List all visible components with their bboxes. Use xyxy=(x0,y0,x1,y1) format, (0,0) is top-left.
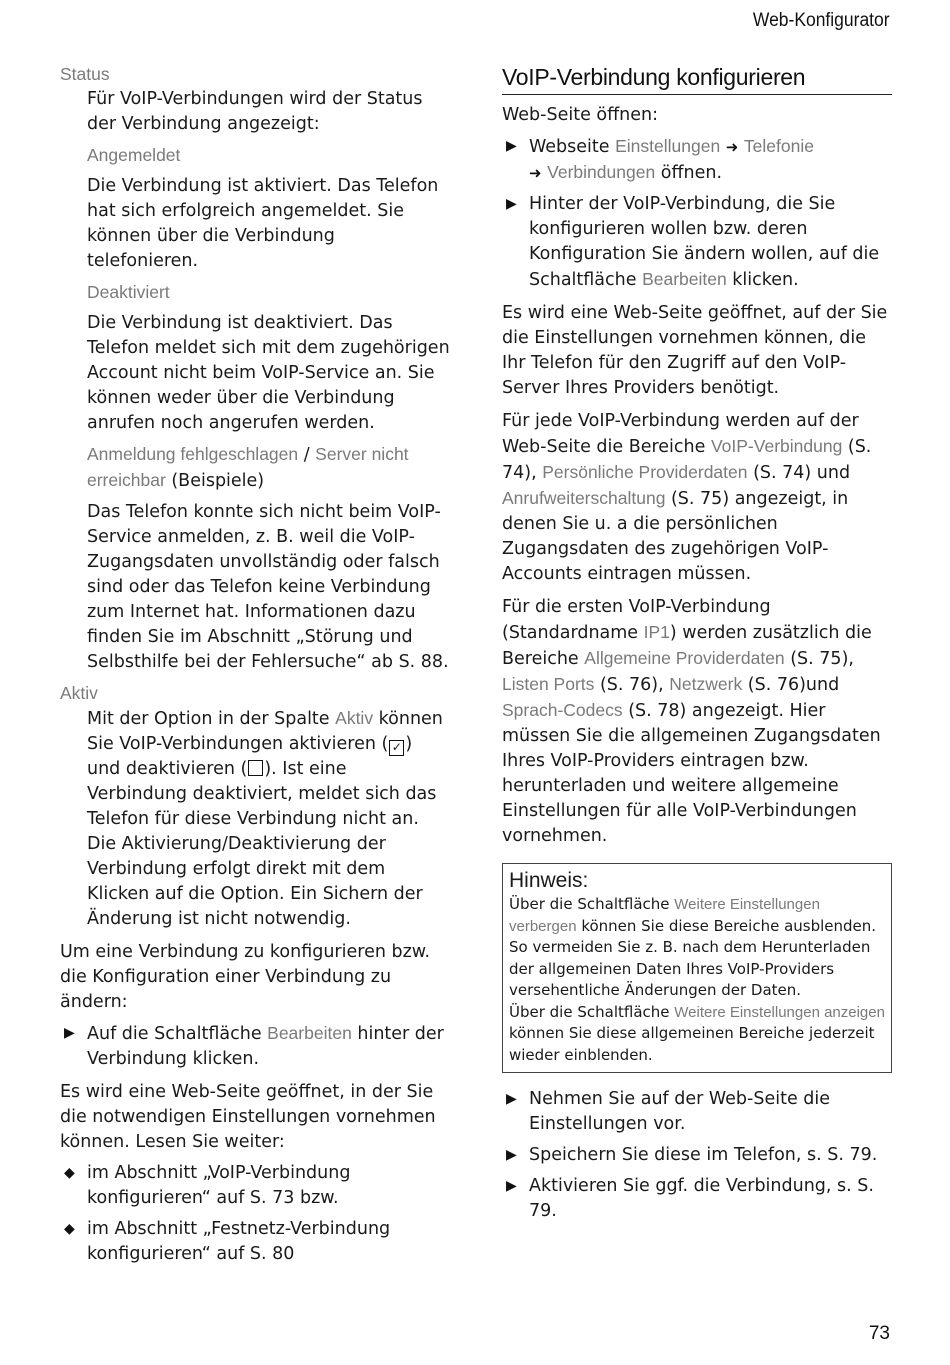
aktiv-text-4: ). Ist eine Verbindung deaktiviert, meldet sich das Telefon für diese Verbindung nicht an. Die Aktivierung/Deaktivierung der Verbindung erfolgt direkt mit dem Klicken auf die Option. Ein Sichern der Änderung ist nicht notwendig. xyxy=(87,759,437,929)
p2-gui-provider: Persönliche Providerdaten xyxy=(542,462,748,482)
s1-text-b: öffnen. xyxy=(655,163,723,183)
deaktiviert-desc: Die Verbindung ist deaktiviert. Das Telefon meldet sich mit dem zugehörigen Account nicht beim VoIP-Service an. Sie können weder über die Verbindung anrufen noch angerufen werden. xyxy=(87,313,450,433)
p3-gui-allg: Allgemeine Providerdaten xyxy=(584,648,785,668)
fehl-suffix: (Beispiele) xyxy=(165,471,265,491)
triangle-bullet-icon: ▶ xyxy=(506,1147,517,1163)
unchecked-box-icon xyxy=(248,760,263,776)
page-number: 73 xyxy=(868,1323,890,1344)
open-label: Web-Seite öffnen: xyxy=(502,105,659,125)
p3-d: (S. 76), xyxy=(594,675,670,695)
paragraph-ip1 xyxy=(502,595,892,849)
p3-b: ) werden zusätzlich die Bereiche xyxy=(502,623,872,669)
b1-text: Nehmen Sie auf der Web-Seite die Einstellungen vor. xyxy=(529,1089,831,1134)
p3-e: (S. 76)und xyxy=(742,675,840,695)
p3-gui-ports: Listen Ports xyxy=(502,674,595,694)
p2-gui-voip: VoIP-Verbindung xyxy=(710,436,843,456)
step-bearbeiten-right xyxy=(502,192,892,293)
section-heading: VoIP-Verbindung konfigurieren xyxy=(502,62,892,95)
s2-gui: Bearbeiten xyxy=(642,269,727,289)
right-column xyxy=(502,62,892,1224)
arrow-right-icon: ➜ xyxy=(725,138,739,156)
fehl-term-1: Anmeldung fehlgeschlagen xyxy=(87,444,299,464)
status-intro: Für VoIP-Verbindungen wird der Status der Verbindung angezeigt: xyxy=(87,89,423,134)
diamond-bullet-icon: ◆ xyxy=(64,1165,75,1181)
triangle-bullet-icon: ▶ xyxy=(506,138,517,154)
diamond-bullet-icon: ◆ xyxy=(64,1221,75,1237)
triangle-bullet-icon: ▶ xyxy=(506,1091,517,1107)
aktiv-text-3: ) und deaktivieren ( xyxy=(87,734,413,779)
p3-c: (S. 75), xyxy=(784,649,854,669)
fehl-sep: / xyxy=(298,445,316,465)
p3-a: Für die ersten VoIP-Verbindung (Standardname xyxy=(502,597,771,643)
step-activate xyxy=(502,1174,892,1224)
p2-d: (S. 75) angezeigt, in denen Sie u. a die persönlichen Zugangsdaten des zugehörigen VoIP-Accounts eintragen müssen. xyxy=(502,489,849,584)
s1-text-a: Webseite xyxy=(529,137,616,157)
aktiv-desc xyxy=(87,706,450,932)
deaktiviert-term: Deaktiviert xyxy=(87,282,170,302)
p3-f: (S. 78) angezeigt. Hier müssen Sie die allgemeinen Zugangsdaten Ihres VoIP-Providers eintragen bzw. herunterladen und weitere allgemeine Einstellungen für alle VoIP-Verbindungen vornehmen. xyxy=(502,701,881,846)
ref-item-1 xyxy=(60,1161,450,1211)
angemeldet-term: Angemeldet xyxy=(87,145,181,165)
step1-gui: Bearbeiten xyxy=(267,1023,352,1043)
s2-text-b: klicken. xyxy=(726,270,799,290)
aktiv-text-1: Mit der Option in der Spalte xyxy=(87,709,336,729)
aktiv-term: Aktiv xyxy=(60,683,98,703)
step-save xyxy=(502,1143,892,1168)
note2-gui: Weitere Einstellungen anzeigen xyxy=(674,1003,885,1021)
fehl-term-2: Server nicht erreichbar xyxy=(87,444,409,490)
p3-gui-codecs: Sprach-Codecs xyxy=(502,700,623,720)
note2-b: können Sie diese allgemeinen Bereiche jederzeit wieder einblenden. xyxy=(509,1024,875,1064)
fehl-desc: Das Telefon konnte sich nicht beim VoIP-Service anmelden, z. B. weil die VoIP-Zugangsdaten unvollständig oder falsch sind oder das Telefon keine Verbindung zum Internet hat. Informationen dazu finden Sie im Abschnitt „Störung und Selbsthilfe bei der Fehlersuche“ ab S. 88. xyxy=(87,502,449,672)
fehl-term-line xyxy=(87,442,450,494)
p2-b: (S. 74), xyxy=(502,437,872,483)
arrow-right-icon: ➜ xyxy=(529,164,542,182)
step1-text-b: hinter der Verbindung klicken. xyxy=(87,1024,444,1069)
status-term: Status xyxy=(60,64,110,84)
note2-a: Über die Schaltfläche xyxy=(509,1002,675,1021)
angemeldet-desc: Die Verbindung ist aktiviert. Das Telefon hat sich erfolgreich angemeldet. Sie können über die Verbindung telefonieren. xyxy=(87,176,439,271)
left-column xyxy=(60,62,450,1267)
p3-gui-netzwerk: Netzwerk xyxy=(669,674,743,694)
p2-c: (S. 74) und xyxy=(747,463,851,483)
hint-title: Hinweis: xyxy=(509,869,589,892)
aktiv-gui: Aktiv xyxy=(335,708,374,728)
b3-text: Aktivieren Sie ggf. die Verbindung, s. S. 79. xyxy=(529,1176,874,1221)
opened-text-right: Es wird eine Web-Seite geöffnet, auf der Sie die Einstellungen vornehmen können, die Ihr Telefon für den Zugriff auf den VoIP-Server Ihres Providers benötigt. xyxy=(502,303,888,398)
hint-text-1 xyxy=(509,894,885,1002)
step-settings xyxy=(502,1087,892,1137)
menu-verbindungen: Verbindungen xyxy=(547,162,656,182)
note1-a: Über die Schaltfläche xyxy=(509,895,675,913)
menu-telefonie: Telefonie xyxy=(743,136,814,156)
checked-box-icon: ✓ xyxy=(389,740,404,756)
s2-text-a: Hinter der VoIP-Verbindung, die Sie konfigurieren wollen bzw. deren Konfiguration Sie ändern wollen, auf die Schaltfläche xyxy=(529,194,880,290)
triangle-bullet-icon: ▶ xyxy=(64,1025,75,1041)
ref-item-2 xyxy=(60,1217,450,1267)
running-header: Web-Konfigurator xyxy=(753,10,890,31)
note1-gui: Weitere Einstellungen verbergen xyxy=(509,896,820,935)
step-open-page xyxy=(502,134,892,186)
opened-text: Es wird eine Web-Seite geöffnet, in der Sie die notwendigen Einstellungen vornehmen können. Lesen Sie weiter: xyxy=(60,1082,436,1152)
hint-text-2 xyxy=(509,1002,885,1067)
p3-gui-ip1: IP1 xyxy=(643,622,670,642)
triangle-bullet-icon: ▶ xyxy=(506,1178,517,1194)
step-bearbeiten xyxy=(60,1021,450,1072)
b2-text: Speichern Sie diese im Telefon, s. S. 79. xyxy=(529,1145,878,1165)
p2-gui-weiter: Anrufweiterschaltung xyxy=(502,488,666,508)
ref1-text: im Abschnitt „VoIP-Verbindung konfigurieren“ auf S. 73 bzw. xyxy=(87,1163,351,1208)
step1-text-a: Auf die Schaltfläche xyxy=(87,1024,268,1044)
aktiv-text-2: können Sie VoIP-Verbindungen aktivieren ( xyxy=(87,709,443,754)
hint-box xyxy=(502,863,892,1073)
note1-b: können Sie diese Bereiche ausblenden. So vermeiden Sie z. B. nach dem Herunterladen der allgemeinen Daten Ihres VoIP-Providers versehentliche Änderungen der Daten. xyxy=(509,916,877,999)
triangle-bullet-icon: ▶ xyxy=(506,196,517,212)
ref2-text: im Abschnitt „Festnetz-Verbindung konfigurieren“ auf S. 80 xyxy=(87,1219,391,1264)
p2-a: Für jede VoIP-Verbindung werden auf der Web-Seite die Bereiche xyxy=(502,411,859,457)
menu-einstellungen: Einstellungen xyxy=(615,136,721,156)
konfig-intro: Um eine Verbindung zu konfigurieren bzw. die Konfiguration einer Verbindung zu ändern: xyxy=(60,942,431,1012)
paragraph-bereiche xyxy=(502,409,892,587)
